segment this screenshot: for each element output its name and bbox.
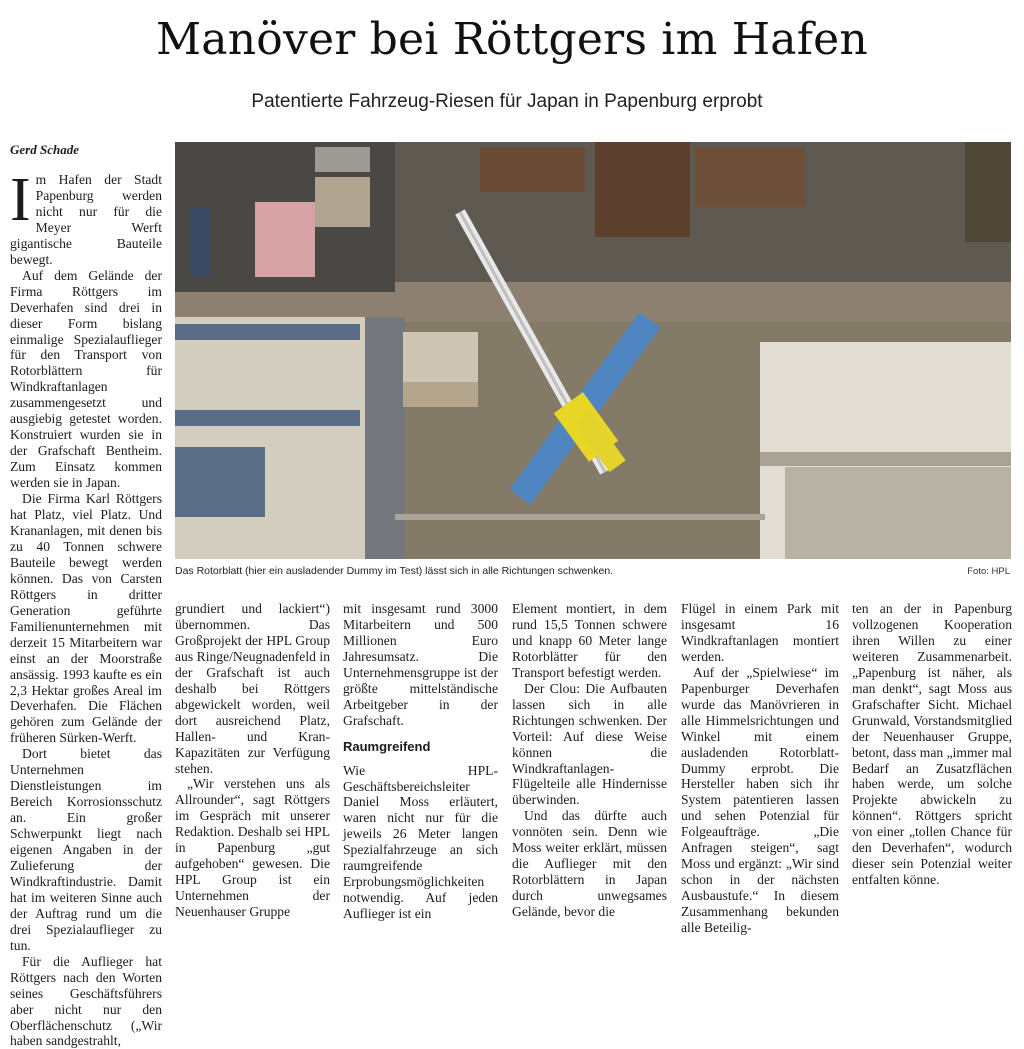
article-column-6 (852, 601, 1012, 888)
author-byline: Gerd Schade (10, 142, 79, 157)
paragraph: Auf der „Spielwiese“ im Papenburger Deverhafen wurde das Manövrieren in alle Himmelsrichtungen und Winkel mit einem ausladenden Rotorblatt-Dummy erprobt. Die Hersteller haben sich ihr System patentieren lassen und sehen Potenzial für Folgeaufträge. „Die Anfragen steigen“, sagt Moss und ergänzt: „Wir sind schon in der nächsten Ausbaustufe.“ In diesem Zusammenhang bekunden alle Beteilig- (681, 664, 839, 936)
paragraph: mit insgesamt rund 3000 Mitarbeitern und 500 Millionen Euro Jahresumsatz. Die Unternehmensgruppe ist der größte mittelständische Arbeitgeber in der Grafschaft. (343, 601, 498, 728)
paragraph: Die Firma Karl Röttgers hat Platz, viel Platz. Und Krananlagen, mit denen bis zu 40 Tonnen schwere Bauteile bewegt werden können. Das von Carsten Röttgers in dritter Generation geführte Familienunternehmen mit derzeit 15 Mitarbeitern war einst an der Moorstraße ansässig. 1993 kaufte es ein 2,3 Hektar großes Areal im Deverhafen. Die Flächen gehören zum Gelände der früheren Sürken-Werft. (10, 491, 162, 746)
paragraph: „Wir verstehen uns als Allrounder“, sagt Röttgers im Gespräch mit unserer Redaktion. Deshalb sei HPL in Papenburg „gut aufgehoben“ gewesen. Die HPL Group ist ein Unternehmen der Neuenhauser Gruppe (175, 776, 330, 920)
paragraph: Flügel in einem Park mit insgesamt 16 Windkraftanlagen montiert werden. (681, 601, 839, 664)
article-column-5 (681, 601, 839, 936)
paragraph: Für die Auflieger hat Röttgers nach den Worten seines Geschäftsführers aber nicht nur den Oberflächenschutz („Wir haben sandgestrahlt, (10, 953, 162, 1049)
photo-credit: Foto: HPL (967, 566, 1010, 577)
paragraph: ten an der in Papenburg vollzogenen Kooperation ihren Willen zu einer weiteren Zusammenarbeit. „Papenburg ist näher, als man denkt“, sagt Moss aus Grafschafter Sicht. Michael Grunwald, Vorstandsmitglied der Neuenhauser Gruppe, betont, dass man „immer mal Bedarf an Zusatzflächen haben werde, um solche Projekte abwickeln zu können“. Röttgers spricht von einer „tollen Chance für den Deverhafen“, wodurch dieser sein Potenzial weiter entfalten könne. (852, 601, 1012, 888)
subheadline: Patentierte Fahrzeug-Riesen für Japan in Papenburg erprobt (251, 91, 763, 112)
drop-cap: I (10, 166, 31, 234)
paragraph: Im Hafen der Stadt Papenburg werden nicht nur für die Meyer Werft gigantische Bauteile bewegt. (10, 166, 162, 267)
subheading: Raumgreifend (343, 738, 431, 754)
aerial-photo (175, 142, 1011, 559)
article-column-2 (175, 601, 330, 920)
headline: Manöver bei Röttgers im Hafen (156, 14, 868, 65)
paragraph: Element montiert, in dem rund 15,5 Tonnen schwere und knapp 60 Meter lange Rotorblätter für den Transport befestigt werden. (512, 601, 667, 680)
paragraph: Der Clou: Die Aufbauten lassen sich in alle Richtungen schwenken. Der Vorteil: Auf diese Weise können die Windkraftanlagen-Flügelteile alle Hindernisse überwinden. (512, 680, 667, 808)
paragraph: Auf dem Gelände der Firma Röttgers im Deverhafen sind drei in dieser Form bislang einmalige Spezialauflieger für den Transport von Rotorblättern für Windkraftanlagen zusammengesetzt und ausgiebig getestet worden. Konstruiert wurden sie in der Grafschaft Bentheim. Zum Einsatz kommen werden sie in Japan. (10, 267, 162, 491)
article-column-4 (512, 601, 667, 920)
photo-caption: Das Rotorblatt (hier ein ausladender Dummy im Test) lässt sich in alle Richtungen schwenken. (175, 565, 614, 577)
article-column-1 (10, 166, 162, 1049)
paragraph: Wie HPL-Geschäftsbereichsleiter Daniel Moss erläutert, waren nicht nur für die jeweils 26 Meter langen Spezialfahrzeuge an sich raumgreifende Erprobungsmöglichkeiten notwendig. Auf jeden Auflieger ist ein (343, 762, 498, 922)
paragraph: Dort bietet das Unternehmen Dienstleistungen im Bereich Korrosionsschutz an. Ein großer Schwerpunkt liegt nach eigenen Angaben in der Zulieferung der Windkraftindustrie. Damit hat im weiteren Sinne auch der Auftrag rund um die drei Spezialauflieger zu tun. (10, 746, 162, 953)
paragraph: grundiert und lackiert“) übernommen. Das Großprojekt der HPL Group aus Ringe/Neugnadenfeld in der Grafschaft ist auch deshalb bei Röttgers abgewickelt worden, weil dort ausreichend Platz, Hallen- und Kran-Kapazitäten zur Verfügung stehen. (175, 601, 330, 776)
article-column-3 (343, 601, 498, 922)
paragraph: Und das dürfte auch vonnöten sein. Denn wie Moss weiter erklärt, müssen die Auflieger mit den Rotorblättern in Japan durch unwegsames Gelände, bevor die (512, 808, 667, 920)
